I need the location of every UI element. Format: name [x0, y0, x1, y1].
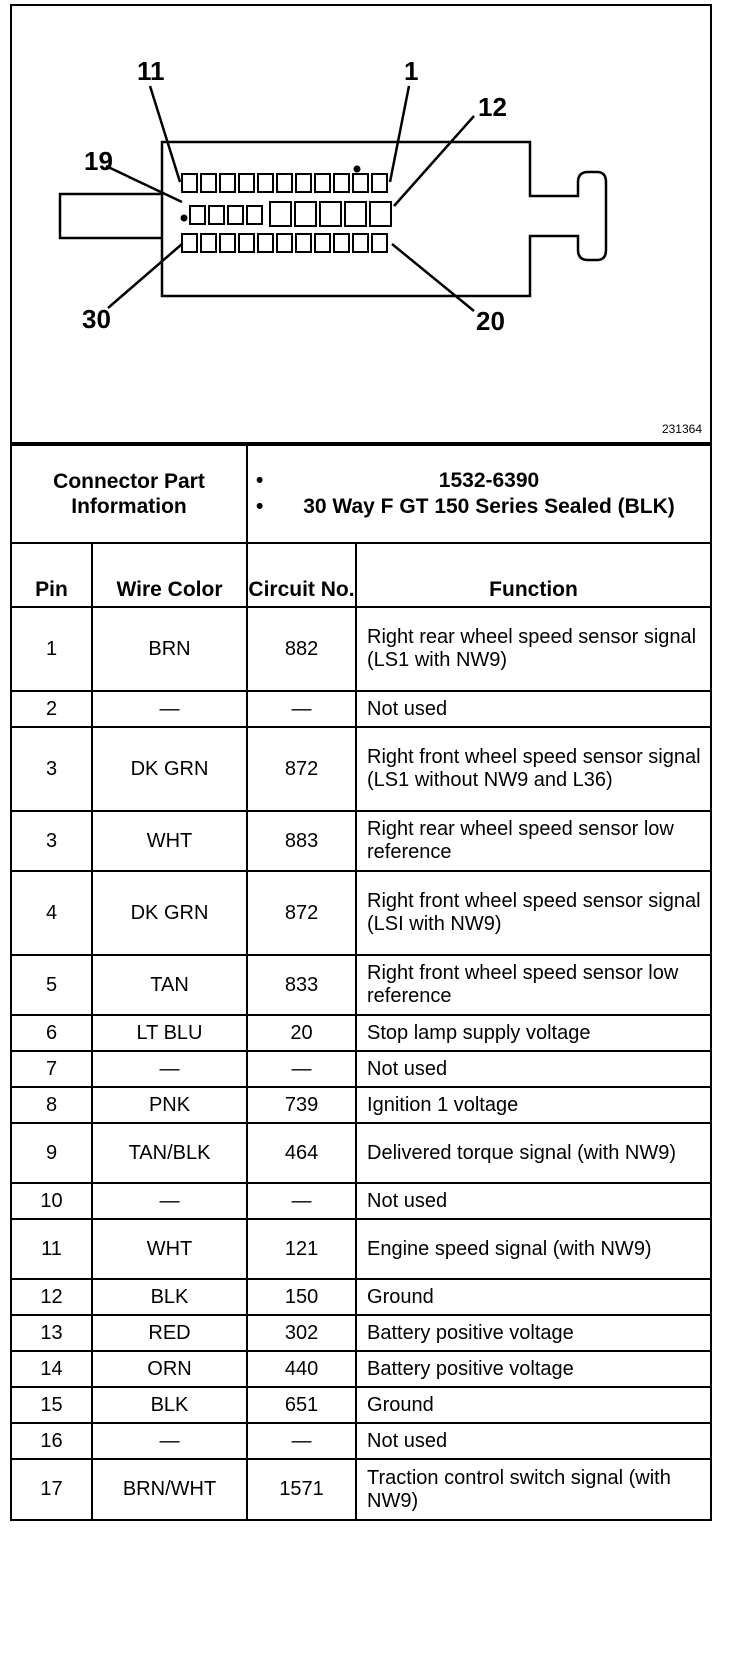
- pin-cavity: [258, 174, 273, 192]
- header-pin: Pin: [12, 543, 92, 607]
- pin-cavity: [277, 174, 292, 192]
- connector-part-info-row: [12, 445, 710, 543]
- pinout-table: [12, 444, 710, 1519]
- circuit-cell: 882: [247, 607, 356, 691]
- callout-pin-20: 20: [476, 306, 505, 336]
- pin-cavity: [247, 206, 262, 224]
- table-row: [12, 1315, 710, 1351]
- function-cell: Traction control switch signal (with NW9): [356, 1459, 710, 1519]
- function-cell: Right front wheel speed sensor signal (LSI with NW9): [356, 871, 710, 955]
- function-cell: Engine speed signal (with NW9): [356, 1219, 710, 1279]
- pin-cell: 4: [12, 871, 92, 955]
- function-cell: Ground: [356, 1387, 710, 1423]
- pin-cavity: [296, 174, 311, 192]
- function-cell: Right front wheel speed sensor low reference: [356, 955, 710, 1015]
- function-cell: Not used: [356, 1051, 710, 1087]
- header-function: Function: [356, 543, 710, 607]
- wire-color-cell: BLK: [92, 1279, 247, 1315]
- pin-cavity: [296, 234, 311, 252]
- pin-cavity: [270, 202, 291, 226]
- table-row: [12, 1015, 710, 1051]
- function-cell: Not used: [356, 1183, 710, 1219]
- function-cell: Ground: [356, 1279, 710, 1315]
- wire-color-cell: —: [92, 1423, 247, 1459]
- pin-cavity: [182, 234, 197, 252]
- pin-cell: 2: [12, 691, 92, 727]
- pin-cell: 1: [12, 607, 92, 691]
- function-cell: Battery positive voltage: [356, 1315, 710, 1351]
- pin-cell: 13: [12, 1315, 92, 1351]
- table-row: [12, 607, 710, 691]
- pin-cavity: [190, 206, 205, 224]
- connector-part-number: • 1532-6390: [256, 468, 702, 494]
- pin-cavity: [320, 202, 341, 226]
- pin-cell: 6: [12, 1015, 92, 1051]
- circuit-cell: 464: [247, 1123, 356, 1183]
- table-row: [12, 811, 710, 871]
- pin-cavity: [277, 234, 292, 252]
- pin-cavity: [239, 234, 254, 252]
- function-cell: Ignition 1 voltage: [356, 1087, 710, 1123]
- pin-cavity: [353, 174, 368, 192]
- wire-color-cell: —: [92, 1051, 247, 1087]
- connector-face-drawing: [12, 6, 710, 442]
- connector-part-info-label: Connector Part Information: [12, 445, 247, 543]
- callout-pin-12: 12: [478, 92, 507, 122]
- table-row: [12, 955, 710, 1015]
- circuit-cell: —: [247, 691, 356, 727]
- function-cell: Not used: [356, 691, 710, 727]
- table-row: [12, 1351, 710, 1387]
- circuit-cell: 872: [247, 871, 356, 955]
- circuit-cell: 651: [247, 1387, 356, 1423]
- pin-cavity: [370, 202, 391, 226]
- pin-cavity: [258, 234, 273, 252]
- wire-color-cell: PNK: [92, 1087, 247, 1123]
- wire-color-cell: WHT: [92, 811, 247, 871]
- table-header-row: [12, 543, 710, 607]
- connector-part-info-values: [247, 445, 710, 543]
- header-circuit-no: Circuit No.: [247, 543, 356, 607]
- pin-cavity: [353, 234, 368, 252]
- pin-cavity: [220, 174, 235, 192]
- pin-cavity: [201, 234, 216, 252]
- table-row: [12, 1459, 710, 1519]
- pin-cell: 9: [12, 1123, 92, 1183]
- pin-cavity: [182, 174, 197, 192]
- pin-cell: 3: [12, 811, 92, 871]
- pin-cavity: [334, 234, 349, 252]
- circuit-cell: 1571: [247, 1459, 356, 1519]
- figure-number: 231364: [661, 422, 702, 436]
- function-cell: Delivered torque signal (with NW9): [356, 1123, 710, 1183]
- pin-cavity: [228, 206, 243, 224]
- table-row: [12, 1279, 710, 1315]
- pin-cell: 17: [12, 1459, 92, 1519]
- callout-pin-11: 11: [137, 56, 165, 86]
- pin-cavity: [220, 234, 235, 252]
- pin-cell: 16: [12, 1423, 92, 1459]
- pin-cell: 11: [12, 1219, 92, 1279]
- table-row: [12, 691, 710, 727]
- function-cell: Right rear wheel speed sensor low reference: [356, 811, 710, 871]
- wire-color-cell: BRN/WHT: [92, 1459, 247, 1519]
- pin-cavity: [239, 174, 254, 192]
- pin-cell: 3: [12, 727, 92, 811]
- function-cell: Right front wheel speed sensor signal (LS1 without NW9 and L36): [356, 727, 710, 811]
- wire-color-cell: ORN: [92, 1351, 247, 1387]
- wire-color-cell: BRN: [92, 607, 247, 691]
- function-cell: Not used: [356, 1423, 710, 1459]
- table-row: [12, 1183, 710, 1219]
- callout-pin-30: 30: [82, 304, 111, 334]
- callout-pin-1: 1: [404, 56, 419, 86]
- wire-color-cell: —: [92, 691, 247, 727]
- pin-cell: 5: [12, 955, 92, 1015]
- circuit-cell: 833: [247, 955, 356, 1015]
- pin-cavity: [209, 206, 224, 224]
- pin-cell: 8: [12, 1087, 92, 1123]
- wire-color-cell: TAN: [92, 955, 247, 1015]
- circuit-cell: —: [247, 1423, 356, 1459]
- circuit-cell: 150: [247, 1279, 356, 1315]
- table-row: [12, 1087, 710, 1123]
- wire-color-cell: DK GRN: [92, 871, 247, 955]
- circuit-cell: 440: [247, 1351, 356, 1387]
- connector-sheet: [10, 4, 712, 1521]
- pin-cavity: [372, 174, 387, 192]
- table-row: [12, 871, 710, 955]
- table-row: [12, 1423, 710, 1459]
- wire-color-cell: DK GRN: [92, 727, 247, 811]
- circuit-cell: 20: [247, 1015, 356, 1051]
- callout-pin-19: 19: [84, 146, 113, 176]
- pin-cavity: [201, 174, 216, 192]
- wire-color-cell: TAN/BLK: [92, 1123, 247, 1183]
- connector-description: • 30 Way F GT 150 Series Sealed (BLK): [256, 494, 702, 520]
- pin-cell: 15: [12, 1387, 92, 1423]
- circuit-cell: —: [247, 1183, 356, 1219]
- function-cell: Stop lamp supply voltage: [356, 1015, 710, 1051]
- pin-cavity: [372, 234, 387, 252]
- circuit-cell: 872: [247, 727, 356, 811]
- pin-cavity: [334, 174, 349, 192]
- table-row: [12, 1219, 710, 1279]
- table-row: [12, 1387, 710, 1423]
- wire-color-cell: LT BLU: [92, 1015, 247, 1051]
- connector-face-diagram: [12, 6, 710, 444]
- function-cell: Right rear wheel speed sensor signal (LS1 with NW9): [356, 607, 710, 691]
- wire-color-cell: BLK: [92, 1387, 247, 1423]
- circuit-cell: 883: [247, 811, 356, 871]
- circuit-cell: —: [247, 1051, 356, 1087]
- pin-cell: 7: [12, 1051, 92, 1087]
- pin-cavity: [315, 174, 330, 192]
- pin-cell: 10: [12, 1183, 92, 1219]
- wire-color-cell: RED: [92, 1315, 247, 1351]
- pin-cell: 12: [12, 1279, 92, 1315]
- table-row: [12, 1123, 710, 1183]
- table-row: [12, 1051, 710, 1087]
- function-cell: Battery positive voltage: [356, 1351, 710, 1387]
- header-wire-color: Wire Color: [92, 543, 247, 607]
- circuit-cell: 739: [247, 1087, 356, 1123]
- wire-color-cell: WHT: [92, 1219, 247, 1279]
- pin-cavity: [315, 234, 330, 252]
- table-row: [12, 727, 710, 811]
- pin-cavity: [345, 202, 366, 226]
- pin-cavity: [295, 202, 316, 226]
- pin-cell: 14: [12, 1351, 92, 1387]
- circuit-cell: 121: [247, 1219, 356, 1279]
- wire-color-cell: —: [92, 1183, 247, 1219]
- circuit-cell: 302: [247, 1315, 356, 1351]
